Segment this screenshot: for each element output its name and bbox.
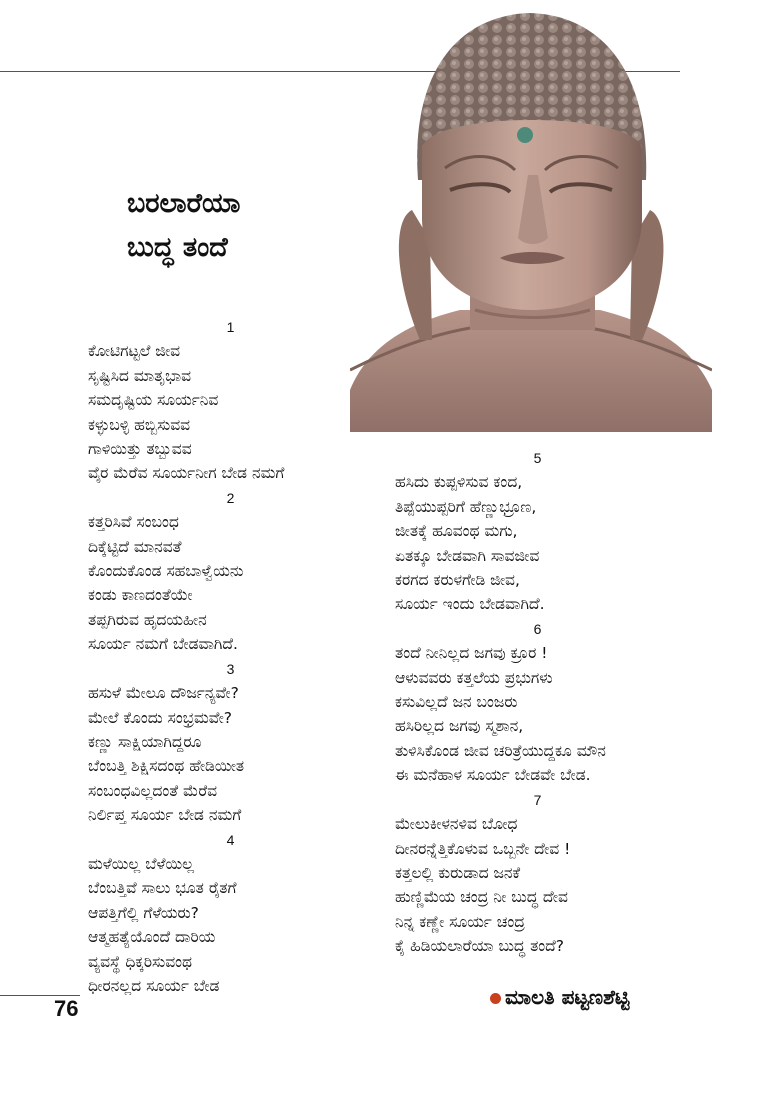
poem-line: ಆಪತ್ತಿಗೆಲ್ಲಿ ಗೆಳೆಯರು? bbox=[88, 903, 199, 922]
title-line-2: ಬುದ್ಧ ತಂದೆ bbox=[127, 232, 228, 263]
buddha-statue-image bbox=[350, 10, 712, 432]
stanza-number: 5 bbox=[533, 450, 542, 466]
poem-line: ಆತ್ಮಹತ್ಯೆಯೊಂದೆ ದಾರಿಯ bbox=[88, 928, 216, 947]
poem-line: ಕಂಡು ಕಾಣದಂತೆಯೇ bbox=[88, 586, 193, 605]
poem-line: ಸೂರ್ಯ ನಮಗೆ ಬೇಡವಾಗಿದೆ. bbox=[88, 635, 238, 654]
poem-line: ಕಸುವಿಲ್ಲದೆ ಜನ ಬಂಜರು bbox=[395, 693, 518, 712]
poem-line: ನಿನ್ನ ಕಣ್ಣೇ ಸೂರ್ಯ ಚಂದ್ರ bbox=[395, 912, 525, 931]
poem-line: ದಿಕ್ಕೆಟ್ಟಿದೆ ಮಾನವತೆ bbox=[88, 537, 182, 556]
poem-line: ಈ ಮನೆಹಾಳ ಸೂರ್ಯ ಬೇಡವೇ ಬೇಡ. bbox=[395, 766, 591, 785]
stanza-number: 3 bbox=[226, 660, 235, 677]
poem-line: ಸಮದೃಷ್ಟಿಯ ಸೂರ್ಯನಿವ bbox=[88, 391, 219, 410]
poem-column-right bbox=[395, 446, 715, 959]
poem-line: ಮೇಲೆ ಕೊಂದು ಸಂಭ್ರಮವೇ? bbox=[88, 708, 233, 727]
poem-line: ಏತಕ್ಕೂ ಬೇಡವಾಗಿ ಸಾವಜೀವ bbox=[395, 546, 540, 565]
poem-line: ತಂದೆ ನೀನಿಲ್ಲದ ಜಗವು ಕ್ರೂರ ! bbox=[395, 644, 548, 663]
poem-line: ತುಳಿಸಿಕೊಂಡ ಜೀವ ಚರಿತ್ರೆಯುದ್ದಕೂ ಮೌನ bbox=[395, 741, 606, 760]
poem-line: ಕಣ್ಣು ಸಾಕ್ಷಿಯಾಗಿದ್ದರೂ bbox=[88, 732, 202, 751]
poem-line: ತಪ್ಪಗಿರುವ ಹೃದಯಹೀನ bbox=[88, 610, 207, 629]
poem-line: ಗಾಳಿಯಿತ್ತು ತಬ್ಬುವವ bbox=[88, 440, 192, 459]
poem-line: ಜೀತಕ್ಕೆ ಹೂವಂಥ ಮಗು, bbox=[395, 522, 518, 541]
poem-line: ಮಳೆಯಿಲ್ಲ ಬೆಳೆಯಿಲ್ಲ bbox=[88, 854, 195, 873]
author-byline bbox=[490, 985, 629, 1009]
poem-line: ಕೊಂದುಕೊಂಡ ಸಹಬಾಳ್ವೆಯನು bbox=[88, 562, 244, 581]
poem-line: ಸೃಷ್ಟಿಸಿದ ಮಾತೃಭಾವ bbox=[88, 366, 192, 385]
poem-line: ಹುಣ್ಣಿಮೆಯ ಚಂದ್ರ ನೀ ಬುದ್ಧ ದೇವ bbox=[395, 888, 568, 907]
poem-line: ಸೂರ್ಯ ಇಂದು ಬೇಡವಾಗಿದೆ. bbox=[395, 595, 545, 614]
poem-line: ಬೆಂಬತ್ತಿ ಶಿಕ್ಷಿಸದಂಥ ಹೇಡಿಯೀತ bbox=[88, 757, 245, 776]
poem-line: ಕತ್ತಲಲ್ಲಿ ಕುರುಡಾದ ಜನಕೆ bbox=[395, 863, 521, 882]
poem-line: ಕಳ್ಳುಬಳ್ಳಿ ಹಬ್ಬಿಸುವವ bbox=[88, 415, 191, 434]
poem-line: ವ್ಯವಸ್ಥೆ ಧಿಕ್ಕರಿಸುವಂಥ bbox=[88, 952, 193, 971]
bullet-dot-icon bbox=[490, 993, 501, 1004]
stanza-number: 4 bbox=[226, 831, 235, 848]
poem-line: ಆಳುವವರು ಕತ್ತಲೆಯ ಪ್ರಭುಗಳು bbox=[395, 668, 553, 687]
poem-line: ಧೀರನಲ್ಲದ ಸೂರ್ಯ ಬೇಡ bbox=[88, 976, 220, 995]
poem-line: ಕೈ ಹಿಡಿಯಲಾರೆಯಾ ಬುದ್ಧ ತಂದೆ? bbox=[395, 937, 565, 956]
stanza-number: 1 bbox=[226, 319, 235, 335]
poem-line: ದೀನರನ್ನೆತ್ತಿಕೊಳುವ ಒಬ್ಬನೇ ದೇವ ! bbox=[395, 839, 571, 858]
stanza-number: 6 bbox=[533, 620, 542, 637]
poem-line: ಕರಗದ ಕರುಳಗೇಡಿ ಜೀವ, bbox=[395, 571, 520, 590]
stanza-number: 7 bbox=[533, 791, 542, 808]
poem-column-left bbox=[88, 315, 378, 998]
poem-line: ವೈರ ಮೆರೆವ ಸೂರ್ಯನೀಗ ಬೇಡ ನಮಗೆ bbox=[88, 464, 285, 483]
poem-line: ಕೋಟಿಗಟ್ಟಲೆ ಜೀವ bbox=[88, 342, 181, 361]
poem-line: ಕತ್ತರಿಸಿವೆ ಸಂಬಂಧ bbox=[88, 513, 179, 532]
poem-line: ಹಸಿದು ಕುಪ್ಪಳಿಸುವ ಕಂದ, bbox=[395, 473, 523, 492]
stanza-number: 2 bbox=[226, 489, 235, 506]
title-line-1: ಬರಲಾರೆಯಾ bbox=[127, 188, 241, 219]
page-number: 76 bbox=[54, 996, 79, 1021]
poem-line: ನಿರ್ಲಿಪ್ತ ಸೂರ್ಯ ಬೇಡ ನಮಗೆ bbox=[88, 806, 242, 825]
poem-title bbox=[127, 182, 240, 270]
poem-line: ತಿಪ್ಪೆಯುಪ್ಪರಿಗೆ ಹೆಣ್ಣುಭ್ರೂಣ, bbox=[395, 497, 537, 516]
poem-line: ಮೇಲುಕೀಳನಳಿವ ಬೋಧ bbox=[395, 815, 518, 834]
poem-line: ಸಂಬಂಧವಿಲ್ಲದಂತೆ ಮೆರೆವ bbox=[88, 781, 218, 800]
poem-line: ಹಸುಳೆ ಮೇಲೂ ದೌರ್ಜನ್ಯವೇ? bbox=[88, 684, 239, 703]
poem-line: ಹಸಿರಿಲ್ಲದ ಜಗವು ಸ್ಮಶಾನ, bbox=[395, 717, 524, 736]
poem-line: ಬೆಂಬತ್ತಿವೆ ಸಾಲು ಭೂತ ರೈತಗೆ bbox=[88, 879, 237, 898]
author-name: ಮಾಲತಿ ಪಟ್ಟಣಶೆಟ್ಟಿ bbox=[505, 985, 630, 1009]
